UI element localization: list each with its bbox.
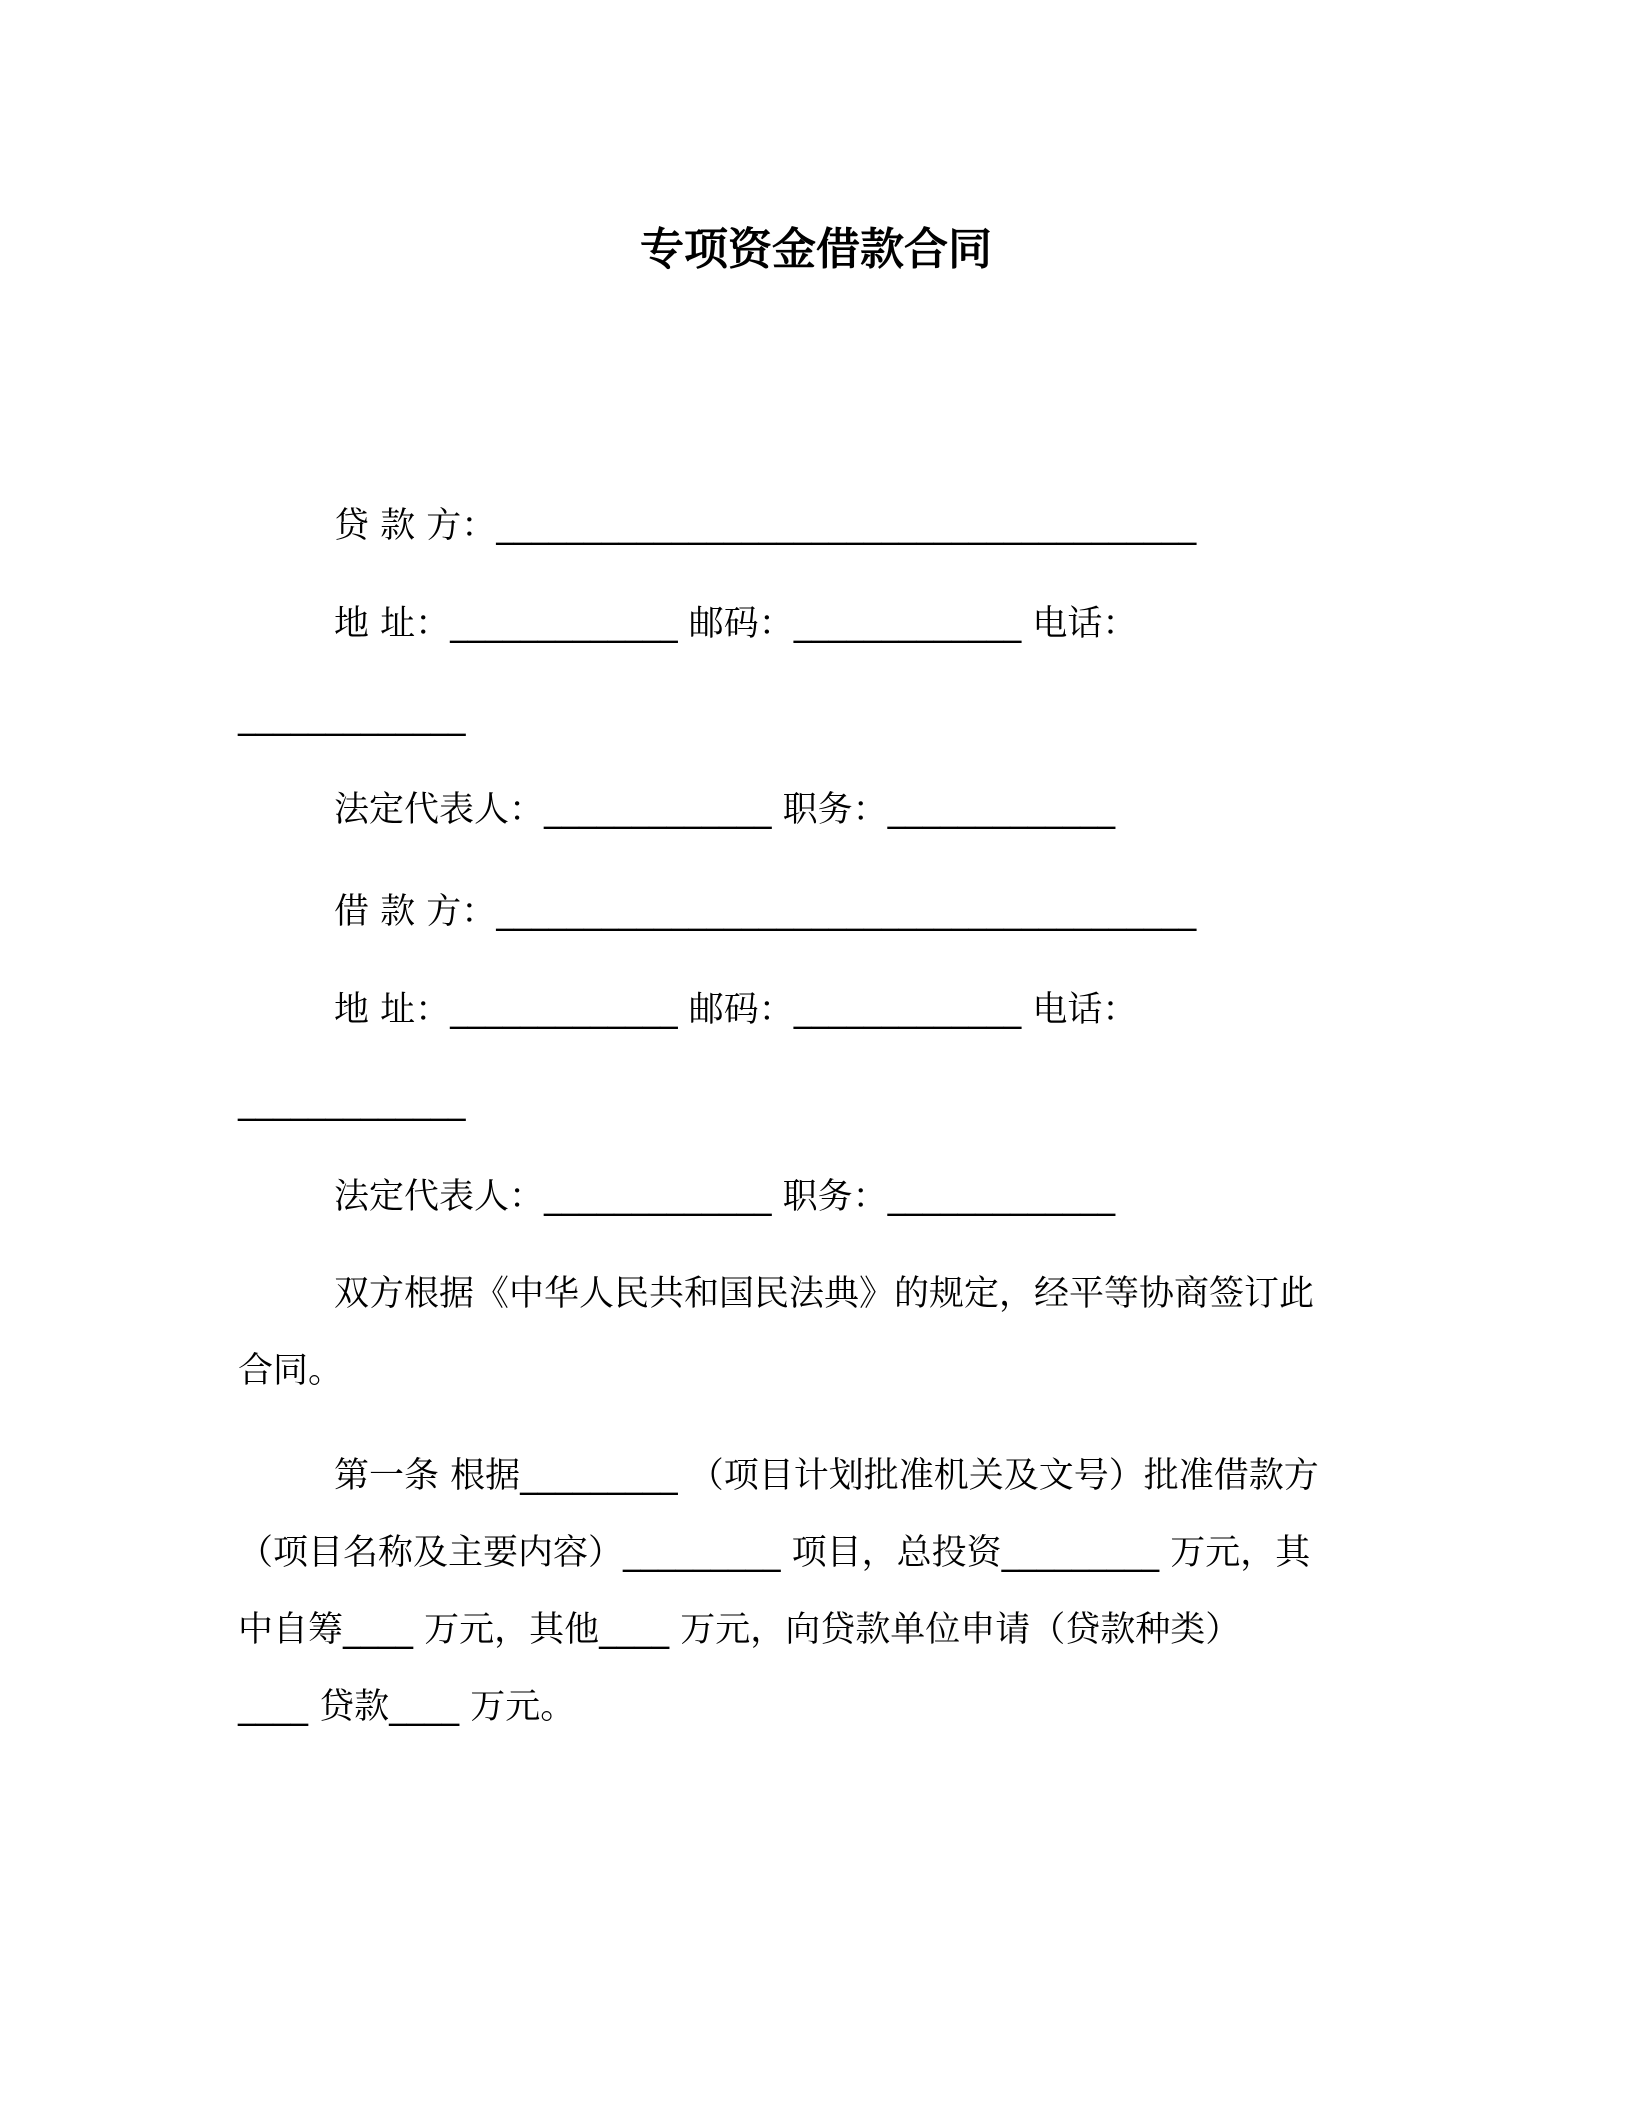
borrower-representative-line: 法定代表人：_____________ 职务：_____________ (334, 1177, 1116, 1217)
preamble-line-2: 合同。 (238, 1351, 344, 1391)
borrower-name-line: 借 款 方：________________________________________ (334, 892, 1197, 932)
borrower-address-line: 地 址：_____________ 邮码：_____________ 电话： (334, 990, 1138, 1030)
article-1-line-3: 中自筹____ 万元，其他____ 万元，向贷款单位申请（贷款种类） (238, 1610, 1241, 1650)
preamble-line-1: 双方根据《中华人民共和国民法典》的规定，经平等协商签订此 (334, 1274, 1315, 1314)
article-1-line-2: （项目名称及主要内容）_________ 项目，总投资_________ 万元，其 (238, 1533, 1311, 1573)
article-1-line-4: ____ 贷款____ 万元。 (238, 1687, 576, 1727)
lender-phone-blank: _____________ (238, 697, 466, 737)
borrower-phone-blank: _____________ (238, 1082, 466, 1122)
document-title: 专项资金借款合同 (640, 224, 992, 275)
lender-address-line: 地 址：_____________ 邮码：_____________ 电话： (334, 604, 1138, 644)
lender-name-line: 贷 款 方：________________________________________ (334, 506, 1197, 546)
article-1-line-1: 第一条 根据_________ （项目计划批准机关及文号）批准借款方 (334, 1456, 1319, 1496)
lender-representative-line: 法定代表人：_____________ 职务：_____________ (334, 790, 1116, 830)
